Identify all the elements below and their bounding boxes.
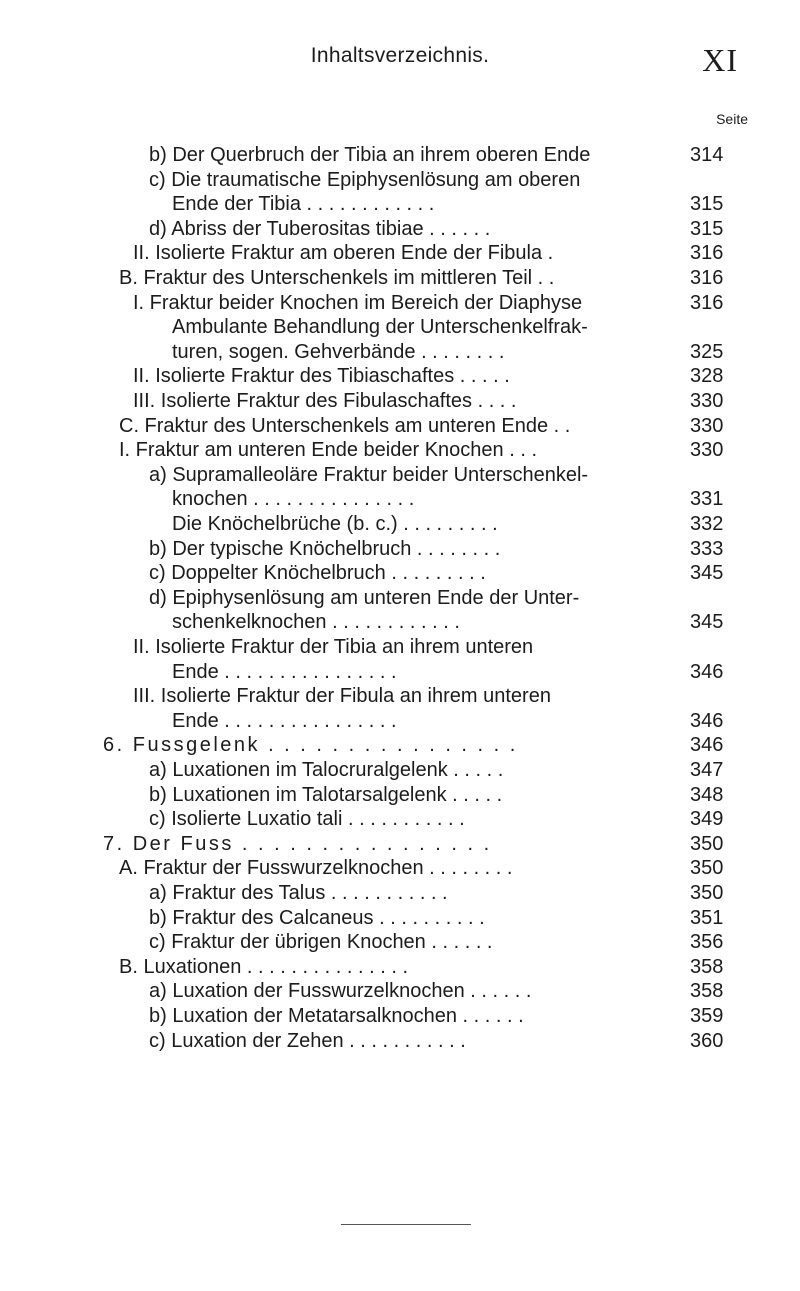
toc-entry-text: Ambulante Behandlung der Unterschenkelfrak- xyxy=(172,316,588,338)
toc-entry-page: 350 xyxy=(690,833,724,855)
toc-entry-text: c) Die traumatische Epiphysenlösung am oberen xyxy=(149,169,581,191)
toc-entry-page: 346 xyxy=(690,661,724,683)
toc-entry-text: c) Isolierte Luxatio tali . . . . . . . . . . . xyxy=(149,808,465,830)
toc-entry-text: b) Der typische Knöchelbruch . . . . . . . . xyxy=(149,538,501,560)
running-header-title: Inhaltsverzeichnis. xyxy=(310,44,490,67)
toc-entry-page: 358 xyxy=(690,980,724,1002)
toc-entry-page: 360 xyxy=(690,1030,724,1052)
toc-entry-page: 316 xyxy=(690,267,724,289)
toc-entry-text: III. Isolierte Fraktur des Fibulaschaftes . . . . xyxy=(133,390,517,412)
toc-entry-page: 325 xyxy=(690,341,724,363)
toc-entry-text: I. Fraktur beider Knochen im Bereich der Diaphyse xyxy=(133,292,583,314)
toc-entry-text: c) Fraktur der übrigen Knochen . . . . . . xyxy=(149,931,493,953)
toc-entry-text: II. Isolierte Fraktur des Tibiaschaftes . . . . . xyxy=(133,365,510,387)
toc-entry-page: 314 xyxy=(690,144,724,166)
toc-entry-page: 345 xyxy=(690,611,724,633)
toc-entry-page: 315 xyxy=(690,218,724,240)
toc-entry-text: 6. Fussgelenk . . . . . . . . . . . . . . . . xyxy=(103,734,518,756)
toc-entry-page: 316 xyxy=(690,292,724,314)
toc-entry-page: 346 xyxy=(690,734,724,756)
toc-entry-page: 346 xyxy=(690,710,724,732)
toc-entry-text: b) Luxation der Metatarsalknochen . . . . . . xyxy=(149,1005,524,1027)
toc-entry-page: 349 xyxy=(690,808,724,830)
page-number: XI xyxy=(702,42,738,78)
toc-entry-text: C. Fraktur des Unterschenkels am unteren Ende . . xyxy=(119,415,571,437)
toc-entry-text: turen, sogen. Gehverbände . . . . . . . . xyxy=(172,341,505,363)
toc-entry-text: B. Luxationen . . . . . . . . . . . . . . . xyxy=(119,956,409,978)
toc-entry-text: Ende der Tibia . . . . . . . . . . . . xyxy=(172,193,435,215)
toc-entry-page: 348 xyxy=(690,784,724,806)
toc-entry-text: Die Knöchelbrüche (b. c.) . . . . . . . . . xyxy=(172,513,498,535)
toc-entry-page: 358 xyxy=(690,956,724,978)
toc-entry-page: 350 xyxy=(690,857,724,879)
toc-entry-text: B. Fraktur des Unterschenkels im mittleren Teil . . xyxy=(119,267,555,289)
toc-entry-text: schenkelknochen . . . . . . . . . . . . xyxy=(172,611,460,633)
toc-entry-text: d) Epiphysenlösung am unteren Ende der Unter- xyxy=(149,587,580,609)
toc-entry-text: II. Isolierte Fraktur der Tibia an ihrem unteren xyxy=(133,636,534,658)
toc-entry-page: 347 xyxy=(690,759,724,781)
toc-entry-text: a) Fraktur des Talus . . . . . . . . . . . xyxy=(149,882,448,904)
toc-entry-text: knochen . . . . . . . . . . . . . . . xyxy=(172,488,415,510)
toc-entry-page: 315 xyxy=(690,193,724,215)
toc-entry-page: 330 xyxy=(690,390,724,412)
toc-entry-text: a) Luxationen im Talocruralgelenk . . . . . xyxy=(149,759,504,781)
toc-entry-page: 356 xyxy=(690,931,724,953)
toc-entry-text: a) Supramalleoläre Fraktur beider Unterschenkel- xyxy=(149,464,589,486)
toc-entry-page: 333 xyxy=(690,538,724,560)
toc-entry-page: 330 xyxy=(690,439,724,461)
toc-entry-text: a) Luxation der Fusswurzelknochen . . . . . . xyxy=(149,980,532,1002)
toc-entry-page: 331 xyxy=(690,488,724,510)
toc-entry-text: A. Fraktur der Fusswurzelknochen . . . . . . . . xyxy=(119,857,513,879)
toc-entry-page: 332 xyxy=(690,513,724,535)
toc-entry-page: 345 xyxy=(690,562,724,584)
toc-entry-text: III. Isolierte Fraktur der Fibula an ihrem unteren xyxy=(133,685,551,707)
toc-entry-text: d) Abriss der Tuberositas tibiae . . . . . . xyxy=(149,218,491,240)
toc-entry-page: 328 xyxy=(690,365,724,387)
toc-entry-text: c) Luxation der Zehen . . . . . . . . . . . xyxy=(149,1030,466,1052)
toc-entry-page: 330 xyxy=(690,415,724,437)
bottom-divider xyxy=(341,1224,471,1225)
toc-entry-text: Ende . . . . . . . . . . . . . . . . xyxy=(172,661,397,683)
toc-entry-page: 351 xyxy=(690,907,724,929)
toc-entry-text: I. Fraktur am unteren Ende beider Knochen . . . xyxy=(119,439,538,461)
toc-entry-text: c) Doppelter Knöchelbruch . . . . . . . . . xyxy=(149,562,486,584)
toc-entry-page: 350 xyxy=(690,882,724,904)
toc-entry-page: 316 xyxy=(690,242,724,264)
toc-entry-text: b) Luxationen im Talotarsalgelenk . . . . . xyxy=(149,784,503,806)
toc-entry-text: b) Fraktur des Calcaneus . . . . . . . . . . xyxy=(149,907,485,929)
page-column-label: Seite xyxy=(716,111,748,127)
toc-entry-text: b) Der Querbruch der Tibia an ihrem oberen Ende xyxy=(149,144,591,166)
toc-entry-text: Ende . . . . . . . . . . . . . . . . xyxy=(172,710,397,732)
toc-entry-text: 7. Der Fuss . . . . . . . . . . . . . . . . xyxy=(103,833,492,855)
toc-entry-text: II. Isolierte Fraktur am oberen Ende der Fibula . xyxy=(133,242,554,264)
toc-entry-page: 359 xyxy=(690,1005,724,1027)
